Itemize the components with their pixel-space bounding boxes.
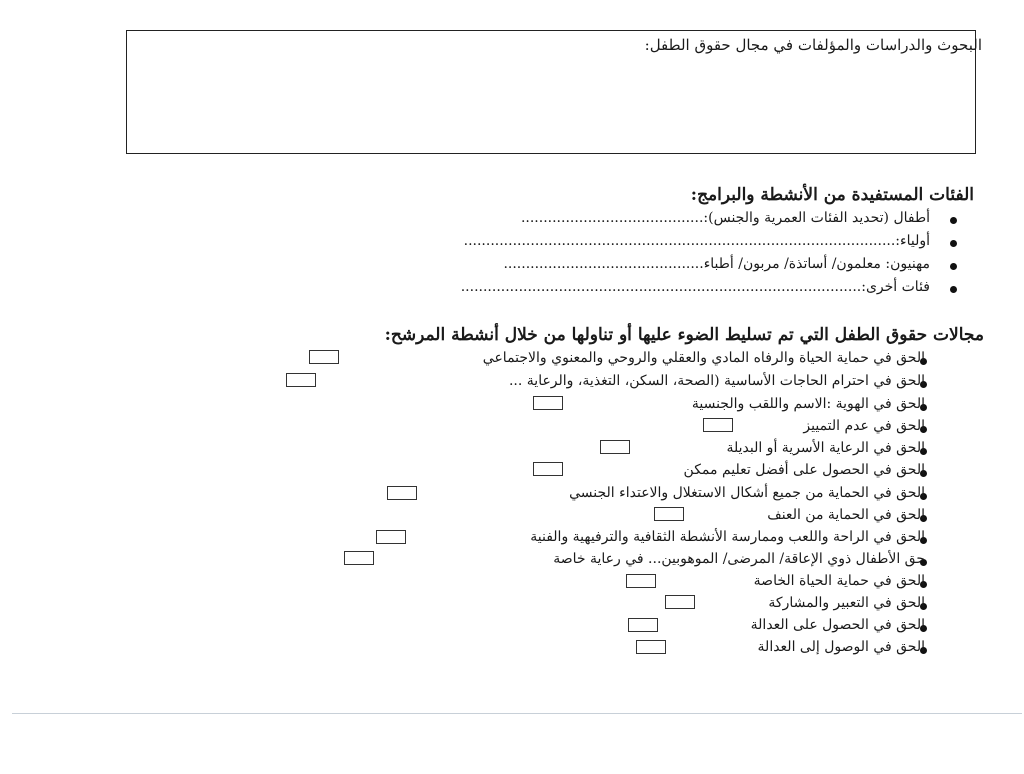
checkbox-right-expression[interactable]	[665, 595, 695, 609]
checkbox-right-rest-play[interactable]	[376, 530, 406, 544]
divider	[12, 713, 1022, 714]
right-access-justice: الحق في الوصول إلى العدالة	[757, 639, 925, 655]
beneficiary-children[interactable]: أطفال (تحديد الفئات العمرية والجنس):.........................................	[520, 210, 930, 226]
checkbox-right-identity[interactable]	[533, 396, 563, 410]
checkbox-right-privacy[interactable]	[626, 574, 656, 588]
checkbox-right-life-wellbeing[interactable]	[309, 350, 339, 364]
right-protection-exploitation: الحق في الحماية من جميع أشكال الاستغلال والاعتداء الجنسي	[569, 485, 925, 501]
research-box-label: البحوث والدراسات والمؤلفات في مجال حقوق الطفل:	[644, 36, 982, 54]
bullet-icon	[950, 240, 957, 247]
right-obtain-justice: الحق في الحصول على العدالة	[750, 617, 925, 633]
right-non-discrimination: الحق في عدم التمييز	[803, 418, 925, 434]
bullet-icon	[950, 217, 957, 224]
checkbox-right-protection-exploitation[interactable]	[387, 486, 417, 500]
checkbox-right-special-care[interactable]	[344, 551, 374, 565]
checkbox-right-non-discrimination[interactable]	[703, 418, 733, 432]
right-family-care: الحق في الرعاية الأسرية أو البديلة	[726, 440, 925, 456]
right-rest-play: الحق في الراحة واللعب وممارسة الأنشطة الثقافية والترفيهية والفنية	[530, 529, 925, 545]
right-education: الحق في الحصول على أفضل تعليم ممكن	[683, 462, 925, 478]
checkbox-right-obtain-justice[interactable]	[628, 618, 658, 632]
right-privacy: الحق في حماية الحياة الخاصة	[753, 573, 925, 589]
beneficiaries-heading: الفئات المستفيدة من الأنشطة والبرامج:	[690, 185, 974, 205]
bullet-icon	[950, 263, 957, 270]
right-expression: الحق في التعبير والمشاركة	[768, 595, 925, 611]
right-identity: الحق في الهوية :الاسم واللقب والجنسية	[691, 396, 925, 412]
bullet-icon	[950, 286, 957, 293]
checkbox-right-access-justice[interactable]	[636, 640, 666, 654]
beneficiary-others[interactable]: فئات أخرى:..........................................................................................	[460, 279, 930, 295]
right-basic-needs: الحق في احترام الحاجات الأساسية (الصحة، السكن، التغذية، والرعاية ...	[508, 373, 925, 389]
checkbox-right-protection-violence[interactable]	[654, 507, 684, 521]
beneficiary-parents[interactable]: أولياء:.................................................................................................	[463, 233, 930, 249]
beneficiary-professionals[interactable]: مهنيون: معلمون/ أساتذة/ مربون/ أطباء.............................................	[503, 256, 930, 272]
right-protection-violence: الحق في الحماية من العنف	[767, 507, 925, 523]
rights-heading: مجالات حقوق الطفل التي تم تسليط الضوء عليها أو تناولها من خلال أنشطة المرشح:	[384, 325, 984, 345]
checkbox-right-education[interactable]	[533, 462, 563, 476]
right-special-care: حق الأطفال ذوي الإعاقة/ المرضى/ الموهوبين... في رعاية خاصة	[553, 551, 925, 567]
right-life-wellbeing: الحق في حماية الحياة والرفاه المادي والعقلي والروحي والمعنوي والاجتماعي	[482, 350, 925, 366]
checkbox-right-basic-needs[interactable]	[286, 373, 316, 387]
checkbox-right-family-care[interactable]	[600, 440, 630, 454]
